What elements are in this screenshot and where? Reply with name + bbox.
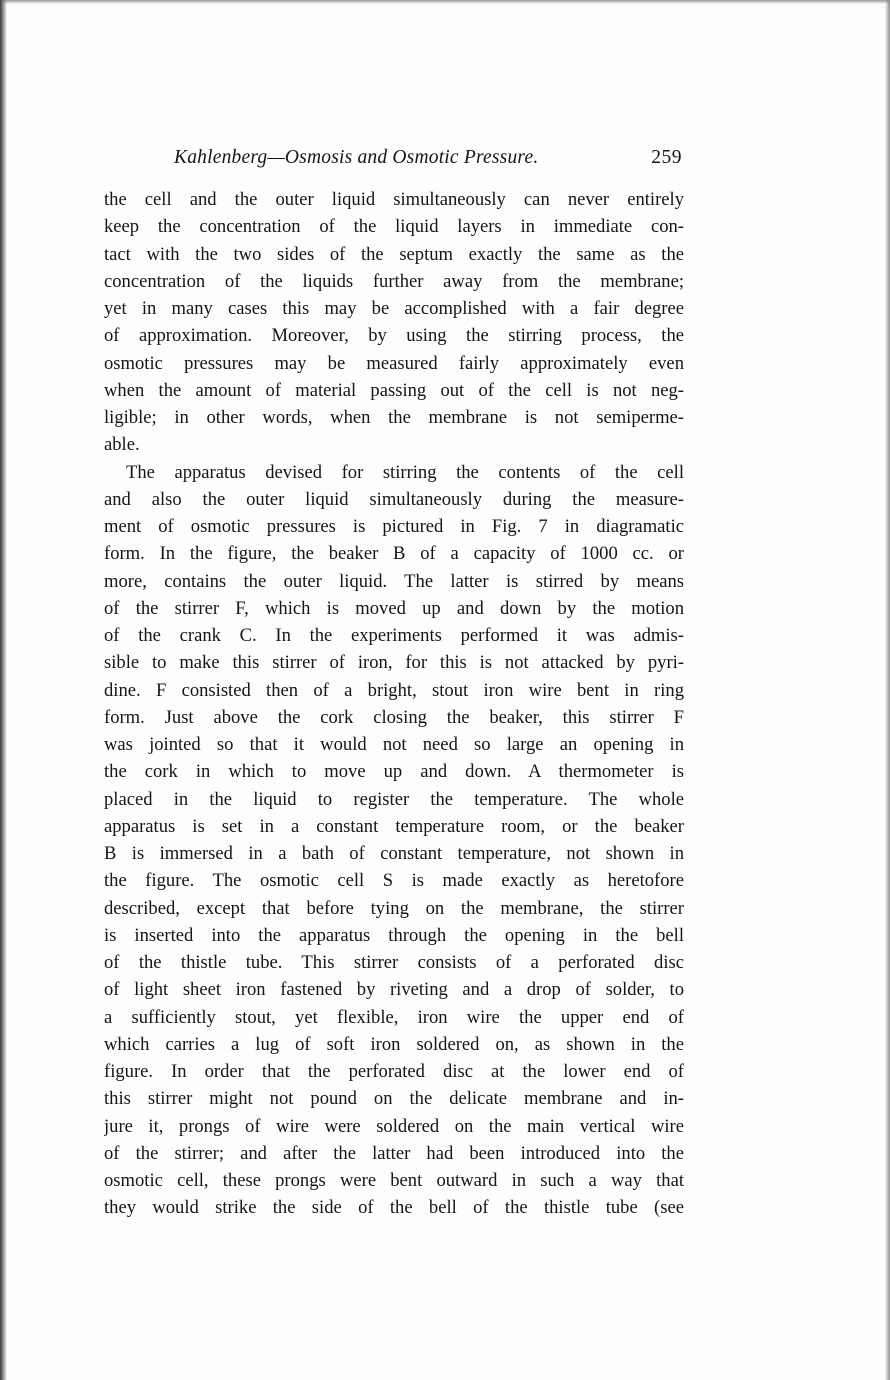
- text-line: was jointed so that it would not need so large an opening in: [104, 734, 684, 755]
- text-line: of the stirrer; and after the latter had been introduced into the: [104, 1142, 684, 1164]
- text-line: keep the concentration of the liquid layers in immediate con-: [104, 216, 684, 238]
- text-line: the cell and the outer liquid simultaneously can never entirely: [104, 189, 684, 210]
- running-head: [104, 144, 684, 174]
- text-line: osmotic cell, these prongs were bent outward in such a way that: [104, 1170, 684, 1191]
- text-line: more, contains the outer liquid. The latter is stirred by means: [104, 570, 684, 592]
- text-line: jure it, prongs of wire were soldered on the main vertical wire: [104, 1115, 684, 1137]
- scan-edge-right: [885, 0, 890, 1380]
- text-line: B is immersed in a bath of constant temperature, not shown in: [104, 843, 684, 864]
- text-line: they would strike the side of the bell of the thistle tube (see: [104, 1197, 684, 1219]
- text-line: ligible; in other words, when the membrane is not semiperme-: [104, 407, 684, 428]
- running-title: Kahlenberg—Osmosis and Osmotic Pressure.: [174, 147, 539, 168]
- paragraph-first-line: The apparatus devised for stirring the contents of the cell: [126, 461, 684, 483]
- text-line: a sufficiently stout, yet flexible, iron wire the upper end of: [104, 1006, 684, 1028]
- text-line: form. In the figure, the beaker B of a capacity of 1000 cc. or: [104, 543, 684, 565]
- text-line: yet in many cases this may be accomplished with a fair degree: [104, 298, 684, 319]
- text-line: of approximation. Moreover, by using the stirring process, the: [104, 325, 684, 347]
- text-line: tact with the two sides of the septum exactly the same as the: [104, 243, 684, 265]
- text-line: osmotic pressures may be measured fairly approximately even: [104, 352, 684, 374]
- text-line: apparatus is set in a constant temperature room, or the beaker: [104, 815, 684, 837]
- body-text: [104, 186, 684, 1222]
- text-line: is inserted into the apparatus through the opening in the bell: [104, 924, 684, 946]
- text-line: form. Just above the cork closing the beaker, this stirrer F: [104, 706, 684, 728]
- text-line: when the amount of material passing out of the cell is not neg-: [104, 379, 684, 401]
- text-line: figure. In order that the perforated disc at the lower end of: [104, 1061, 684, 1082]
- text-line: concentration of the liquids further away from the membrane;: [104, 270, 684, 292]
- text-line: able.: [104, 434, 140, 456]
- text-line: ment of osmotic pressures is pictured in Fig. 7 in diagramatic: [104, 516, 684, 537]
- text-line: described, except that before tying on the membrane, the stirrer: [104, 897, 684, 919]
- text-line: the cork in which to move up and down. A thermometer is: [104, 761, 684, 783]
- scan-edge-left: [0, 0, 7, 1380]
- text-line: of light sheet iron fastened by riveting and a drop of solder, to: [104, 979, 684, 1001]
- text-line: and also the outer liquid simultaneously during the measure-: [104, 488, 684, 510]
- scan-edge-top: [0, 0, 890, 4]
- text-line: of the thistle tube. This stirrer consists of a perforated disc: [104, 952, 684, 973]
- text-line: of the crank C. In the experiments performed it was admis-: [104, 625, 684, 646]
- text-line: sible to make this stirrer of iron, for this is not attacked by pyri-: [104, 652, 684, 674]
- text-line: placed in the liquid to register the temperature. The whole: [104, 788, 684, 810]
- text-line: dine. F consisted then of a bright, stout iron wire bent in ring: [104, 679, 684, 701]
- text-line: of the stirrer F, which is moved up and down by the motion: [104, 597, 684, 619]
- text-line: which carries a lug of soft iron soldered on, as shown in the: [104, 1033, 684, 1055]
- text-line: the figure. The osmotic cell S is made exactly as heretofore: [104, 870, 684, 892]
- page-number: 259: [651, 147, 682, 168]
- text-line: this stirrer might not pound on the delicate membrane and in-: [104, 1088, 684, 1110]
